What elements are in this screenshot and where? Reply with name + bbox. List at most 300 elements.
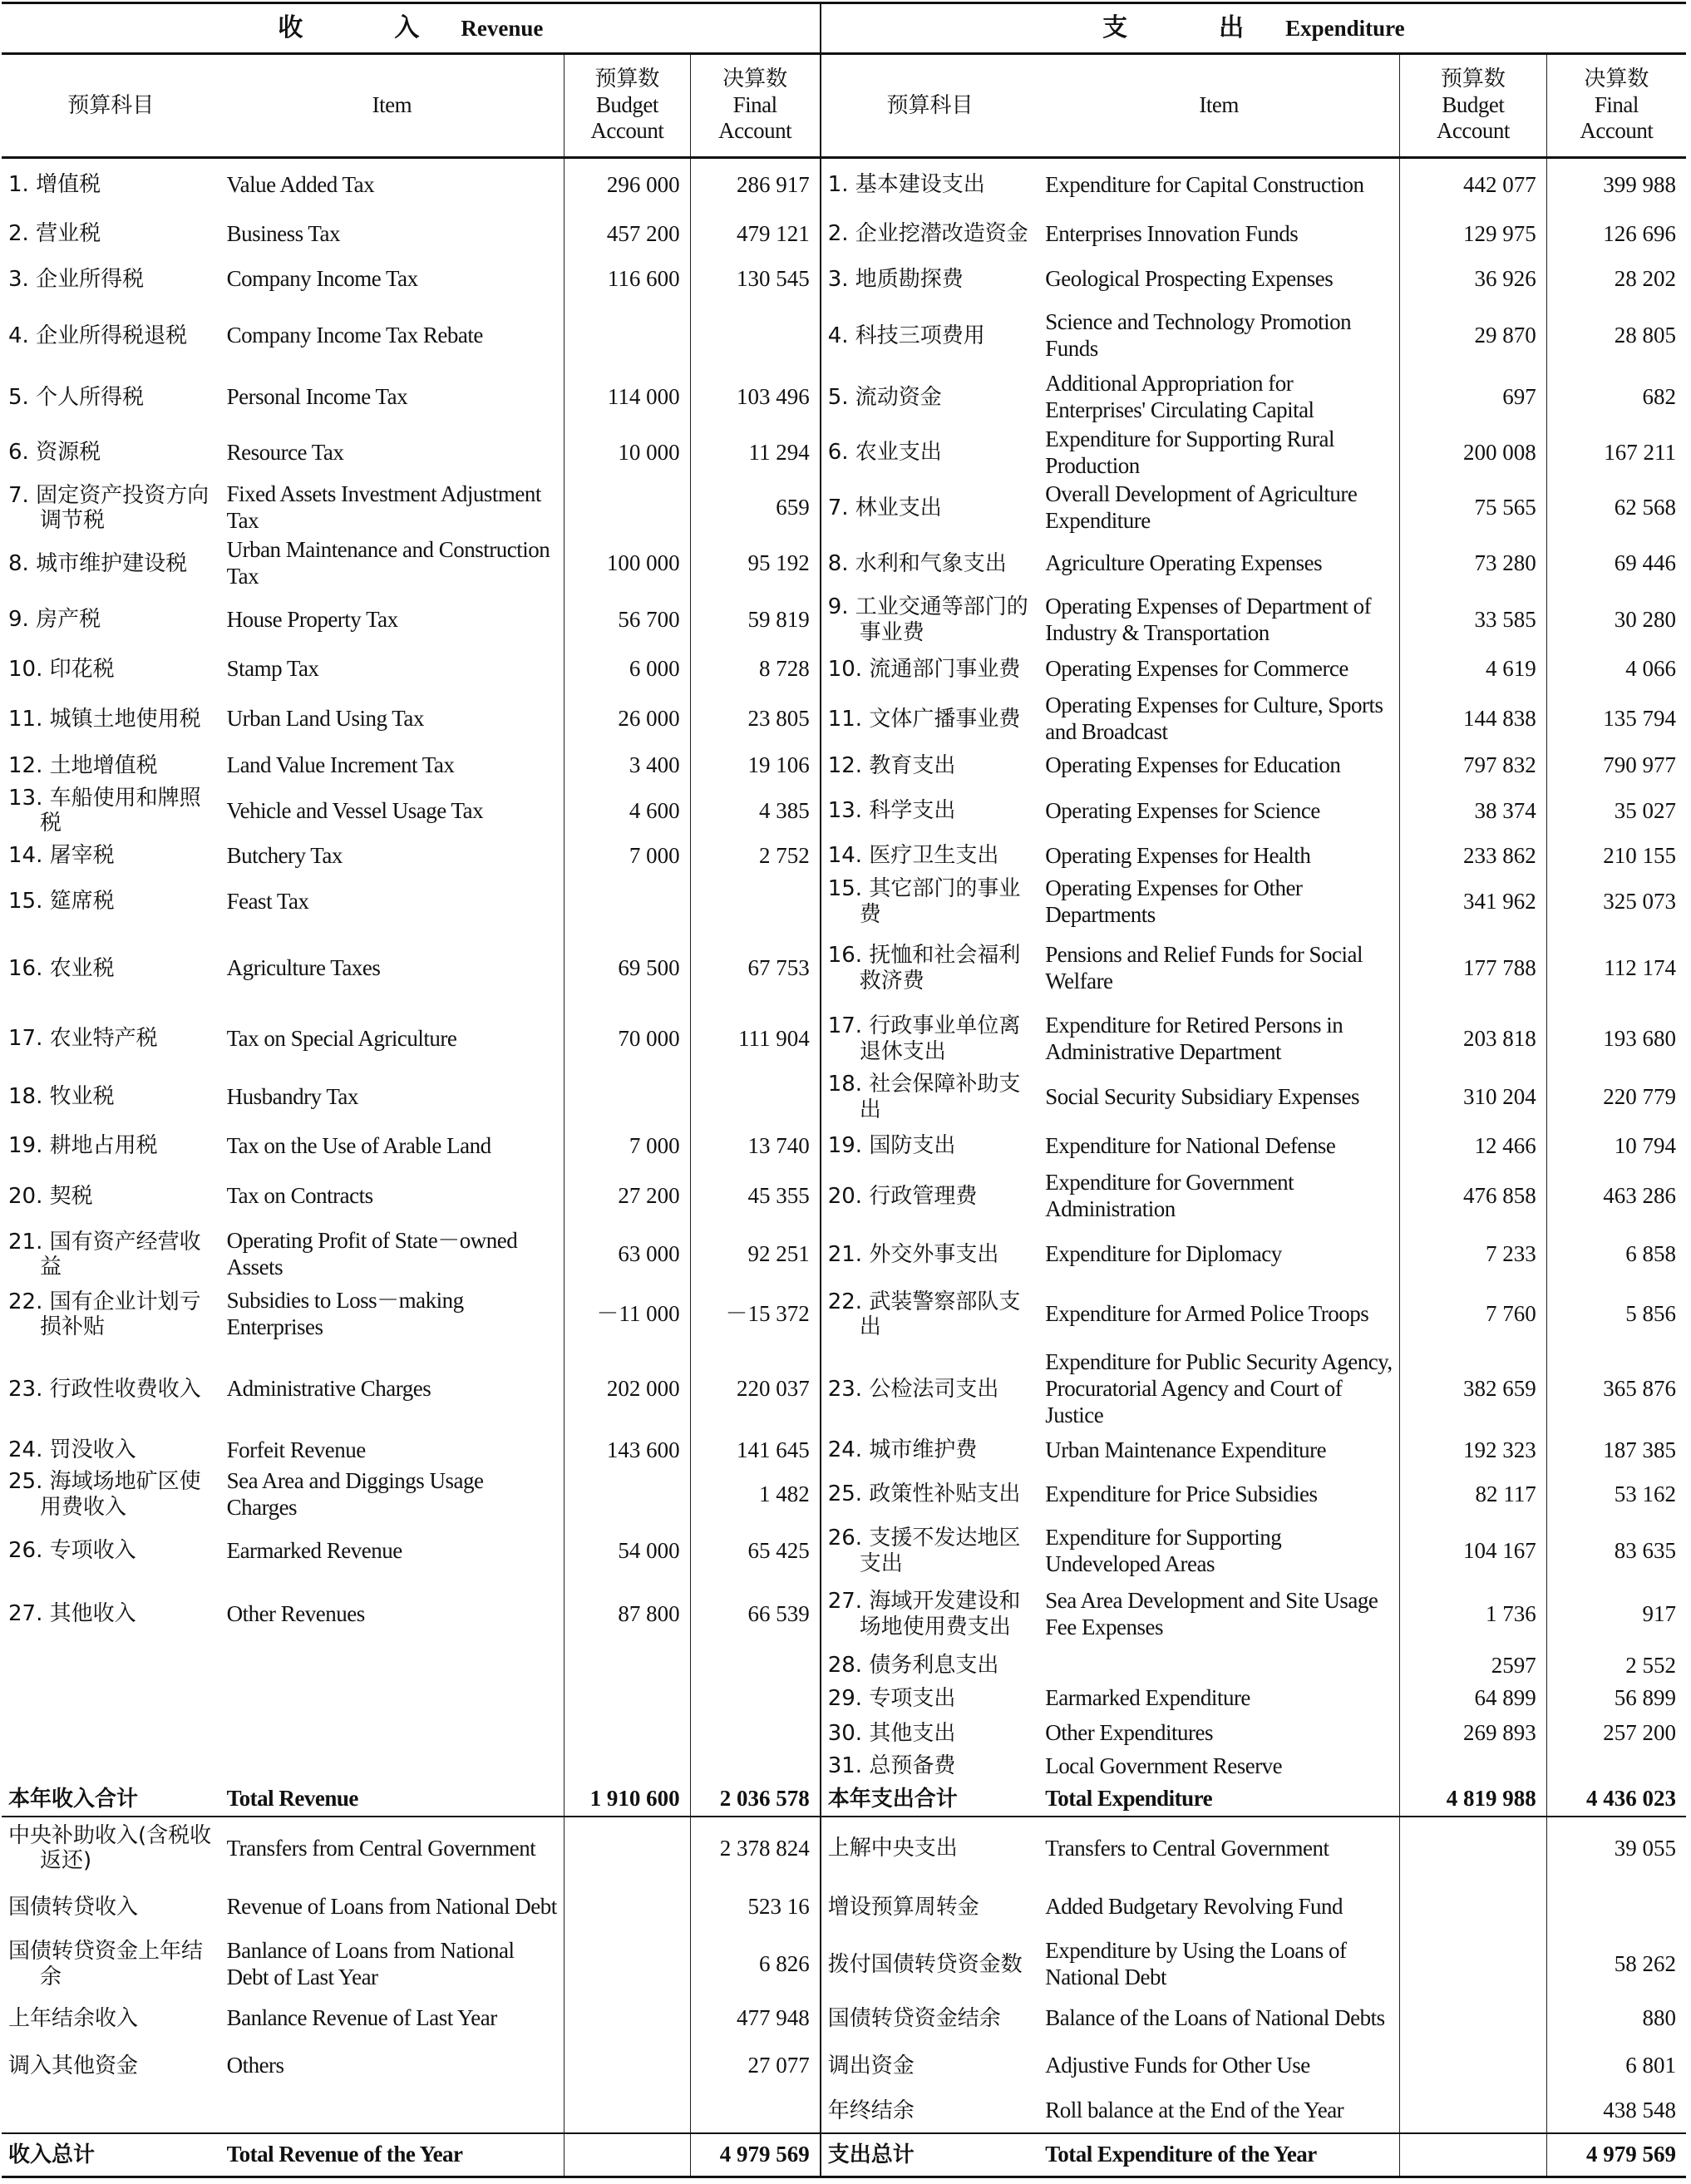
col-final-en2: Account bbox=[718, 117, 792, 143]
revenue-budget: 296 000 bbox=[564, 158, 690, 212]
revenue-item-en: Husbandry Tax bbox=[226, 1083, 358, 1109]
revenue-budget: －11 000 bbox=[564, 1285, 690, 1344]
revenue-item-en: Operating Profit of State－owned Assets bbox=[226, 1228, 518, 1280]
revenue-item-en: Tax on Contracts bbox=[226, 1183, 373, 1209]
table-row bbox=[2, 257, 1686, 302]
revenue-subject-zh: 5. 个人所得税 bbox=[8, 384, 145, 410]
expenditure-final: 135 794 bbox=[1546, 690, 1686, 747]
table-row bbox=[2, 1466, 1686, 1523]
extra-row bbox=[2, 1880, 1686, 1935]
col-item-en: Item bbox=[220, 53, 564, 157]
expenditure-subject-zh: 26. 支援不发达地区支出 bbox=[821, 1523, 1039, 1579]
revenue-item-en: Forfeit Revenue bbox=[226, 1437, 366, 1462]
expenditure-budget: 104 167 bbox=[1400, 1523, 1547, 1579]
revenue-budget bbox=[564, 1650, 690, 1682]
expenditure-budget: 33 585 bbox=[1400, 591, 1547, 648]
expenditure-budget bbox=[1400, 1994, 1547, 2043]
expenditure-item-en: Operating Expenses for Education bbox=[1045, 752, 1341, 778]
revenue-item-en: Business Tax bbox=[226, 220, 340, 246]
table-row bbox=[2, 370, 1686, 426]
expenditure-budget: 4 619 bbox=[1400, 648, 1547, 690]
expenditure-item-en: Roll balance at the End of the Year bbox=[1045, 2098, 1344, 2123]
revenue-final: 111 904 bbox=[690, 1008, 821, 1070]
table-row bbox=[2, 1523, 1686, 1579]
expenditure-subject-zh: 11. 文体广播事业费 bbox=[821, 690, 1039, 747]
grand-total-row bbox=[2, 2133, 1686, 2177]
expenditure-item-en: Local Government Reserve bbox=[1045, 1753, 1283, 1778]
col-final-en2-exp: Account bbox=[1580, 117, 1654, 143]
expenditure-final: 112 174 bbox=[1546, 929, 1686, 1008]
col-final-exp bbox=[1546, 53, 1686, 157]
revenue-subject-zh: 3. 企业所得税 bbox=[8, 266, 145, 292]
expenditure-item-en: Adjustive Funds for Other Use bbox=[1045, 2053, 1310, 2078]
table-row bbox=[2, 1681, 1686, 1716]
revenue-subject-zh: 23. 行政性收费收入 bbox=[8, 1376, 201, 1402]
expenditure-final: 28 202 bbox=[1546, 257, 1686, 302]
expenditure-item-en: Agriculture Operating Expenses bbox=[1045, 550, 1323, 575]
table-row bbox=[2, 1650, 1686, 1682]
table-row bbox=[2, 784, 1686, 837]
expenditure-subject-zh: 24. 城市维护费 bbox=[821, 1435, 1039, 1467]
expenditure-budget: 129 975 bbox=[1400, 211, 1547, 256]
expenditure-subject-zh: 29. 专项支出 bbox=[821, 1681, 1039, 1716]
expenditure-budget: 310 204 bbox=[1400, 1070, 1547, 1123]
expenditure-final: 30 280 bbox=[1546, 591, 1686, 648]
revenue-budget bbox=[564, 1880, 690, 1935]
expenditure-item-en: Other Expenditures bbox=[1045, 1720, 1213, 1746]
revenue-final: 220 037 bbox=[690, 1344, 821, 1435]
revenue-final: 66 539 bbox=[690, 1579, 821, 1650]
revenue-final: 8 728 bbox=[690, 648, 821, 690]
expenditure-item-en: Expenditure for Diplomacy bbox=[1045, 1241, 1282, 1267]
revenue-subject-zh bbox=[2, 1650, 220, 1682]
revenue-subject-zh: 1. 增值税 bbox=[8, 172, 101, 198]
revenue-item-en: Resource Tax bbox=[226, 439, 344, 465]
revenue-budget bbox=[564, 874, 690, 929]
revenue-final: 1 482 bbox=[690, 1466, 821, 1523]
expenditure-final: 438 548 bbox=[1546, 2090, 1686, 2133]
revenue-final: 67 753 bbox=[690, 929, 821, 1008]
revenue-budget bbox=[564, 1070, 690, 1123]
revenue-subject-zh: 14. 屠宰税 bbox=[8, 843, 115, 869]
expenditure-final: 790 977 bbox=[1546, 747, 1686, 784]
revenue-item-en: House Property Tax bbox=[226, 606, 398, 632]
revenue-subject-zh: 26. 专项收入 bbox=[8, 1538, 136, 1564]
extra-row bbox=[2, 1935, 1686, 1994]
expenditure-item-en: Expenditure by Using the Loans of National Debt bbox=[1045, 1938, 1347, 1990]
revenue-budget: 3 400 bbox=[564, 747, 690, 784]
expenditure-final: 257 200 bbox=[1546, 1716, 1686, 1751]
revenue-subject-zh bbox=[2, 1681, 220, 1716]
revenue-final: 103 496 bbox=[690, 370, 821, 426]
table-row bbox=[2, 211, 1686, 256]
expenditure-subject-zh: 13. 科学支出 bbox=[821, 784, 1039, 837]
expenditure-final: 5 856 bbox=[1546, 1285, 1686, 1344]
table-row bbox=[2, 536, 1686, 592]
expenditure-final: 463 286 bbox=[1546, 1169, 1686, 1225]
revenue-item-en: Banlance of Loans from National Debt of Last Year bbox=[226, 1938, 515, 1990]
expenditure-final: 880 bbox=[1546, 1994, 1686, 2043]
revenue-item-en: Transfers from Central Government bbox=[220, 1817, 564, 1879]
revenue-subject-zh: 13. 车船使用和牌照税 bbox=[8, 785, 201, 836]
expenditure-subject-zh: 20. 行政管理费 bbox=[821, 1169, 1039, 1225]
expenditure-final: 187 385 bbox=[1546, 1435, 1686, 1467]
expenditure-item-en: Overall Development of Agriculture Expenditure bbox=[1045, 481, 1358, 534]
expenditure-subject-zh: 22. 武装警察部队支出 bbox=[821, 1285, 1039, 1344]
expenditure-final: 58 262 bbox=[1546, 1935, 1686, 1994]
expenditure-final: 69 446 bbox=[1546, 536, 1686, 592]
revenue-item-en: Tax on the Use of Arable Land bbox=[226, 1132, 491, 1158]
revenue-final: 2 752 bbox=[690, 838, 821, 875]
table-row bbox=[2, 1716, 1686, 1751]
expenditure-item-en: Expenditure for Armed Police Troops bbox=[1045, 1301, 1369, 1327]
expenditure-item-en: Operating Expenses for Science bbox=[1045, 797, 1320, 823]
expenditure-final: 193 680 bbox=[1546, 1008, 1686, 1070]
revenue-budget: 116 600 bbox=[564, 257, 690, 302]
extra-row bbox=[2, 2090, 1686, 2133]
revenue-final bbox=[690, 1070, 821, 1123]
expenditure-budget: 382 659 bbox=[1400, 1344, 1547, 1435]
expenditure-budget: 233 862 bbox=[1400, 838, 1547, 875]
expenditure-item-en: Expenditure for Capital Construction bbox=[1045, 171, 1364, 197]
revenue-budget bbox=[564, 1817, 690, 1879]
expenditure-item-en: Operating Expenses for Health bbox=[1045, 842, 1311, 868]
extra-row bbox=[2, 1817, 1686, 1879]
expenditure-final: 28 805 bbox=[1546, 302, 1686, 370]
expenditure-budget: 192 323 bbox=[1400, 1435, 1547, 1467]
revenue-item-en: Stamp Tax bbox=[226, 656, 319, 682]
revenue-final bbox=[690, 1716, 821, 1751]
expenditure-item-en: Science and Technology Promotion Funds bbox=[1045, 309, 1352, 361]
revenue-budget: 63 000 bbox=[564, 1225, 690, 1285]
revenue-final: 13 740 bbox=[690, 1124, 821, 1169]
expenditure-budget: 12 466 bbox=[1400, 1124, 1547, 1169]
revenue-final: 27 077 bbox=[690, 2043, 821, 2089]
revenue-item-en: Tax on Special Agriculture bbox=[226, 1025, 457, 1051]
revenue-final: 11 294 bbox=[690, 425, 821, 481]
col-budget-zh: 预算数 bbox=[594, 66, 660, 91]
expenditure-final: 39 055 bbox=[1546, 1817, 1686, 1879]
revenue-item-en bbox=[220, 1716, 564, 1751]
table-row bbox=[2, 1169, 1686, 1225]
revenue-item-en: Company Income Tax bbox=[226, 266, 418, 292]
revenue-budget bbox=[564, 1466, 690, 1523]
revenue-budget: 114 000 bbox=[564, 370, 690, 426]
revenue-item-en: Total Revenue of the Year bbox=[220, 2133, 564, 2177]
revenue-item-en: Feast Tax bbox=[226, 888, 309, 914]
section-header-row bbox=[2, 3, 1686, 54]
extra-row bbox=[2, 2043, 1686, 2089]
expenditure-final bbox=[1546, 1880, 1686, 1935]
expenditure-final: 53 162 bbox=[1546, 1466, 1686, 1523]
expenditure-subject-zh: 10. 流通部门事业费 bbox=[821, 648, 1039, 690]
expenditure-subject-zh: 21. 外交外事支出 bbox=[821, 1225, 1039, 1285]
revenue-subject-zh: 20. 契税 bbox=[8, 1183, 93, 1209]
revenue-item-en: Personal Income Tax bbox=[226, 384, 408, 410]
revenue-subject-zh: 2. 营业税 bbox=[8, 221, 101, 247]
revenue-item-en: Company Income Tax Rebate bbox=[226, 323, 483, 348]
revenue-subject-zh: 本年收入合计 bbox=[8, 1786, 139, 1812]
revenue-budget: 4 600 bbox=[564, 784, 690, 837]
expenditure-item-en: Urban Maintenance Expenditure bbox=[1045, 1437, 1327, 1462]
table-row bbox=[2, 1225, 1686, 1285]
expenditure-subject-zh: 27. 海域开发建设和场地使用费支出 bbox=[821, 1579, 1039, 1650]
expenditure-header-zh: 支 出 bbox=[1102, 13, 1278, 43]
revenue-subject-zh bbox=[2, 1751, 220, 1782]
revenue-final: 45 355 bbox=[690, 1169, 821, 1225]
column-header-row bbox=[2, 53, 1686, 157]
revenue-subject-zh: 国债转贷收入 bbox=[8, 1894, 139, 1920]
revenue-subject-zh: 收入总计 bbox=[2, 2133, 220, 2177]
revenue-item-en: Others bbox=[226, 2053, 284, 2078]
expenditure-final: 365 876 bbox=[1546, 1344, 1686, 1435]
total-row bbox=[2, 1782, 1686, 1817]
revenue-final: 2 378 824 bbox=[690, 1817, 821, 1879]
revenue-subject-zh: 调入其他资金 bbox=[8, 2053, 139, 2079]
table-row bbox=[2, 648, 1686, 690]
expenditure-subject-zh: 12. 教育支出 bbox=[821, 747, 1039, 784]
expenditure-item-en: Expenditure for National Defense bbox=[1045, 1132, 1336, 1158]
revenue-item-en: Subsidies to Loss－making Enterprises bbox=[226, 1288, 464, 1340]
expenditure-budget bbox=[1400, 1817, 1547, 1879]
expenditure-final: 220 779 bbox=[1546, 1070, 1686, 1123]
revenue-item-en bbox=[220, 2090, 564, 2133]
revenue-header-en: Revenue bbox=[461, 16, 544, 42]
expenditure-budget: 29 870 bbox=[1400, 302, 1547, 370]
table-row bbox=[2, 838, 1686, 875]
expenditure-final: 167 211 bbox=[1546, 425, 1686, 481]
revenue-budget: 7 000 bbox=[564, 838, 690, 875]
revenue-final: 2 036 578 bbox=[690, 1782, 821, 1817]
revenue-budget bbox=[564, 481, 690, 536]
revenue-item-en bbox=[220, 1650, 564, 1682]
revenue-budget: 27 200 bbox=[564, 1169, 690, 1225]
expenditure-budget: 82 117 bbox=[1400, 1466, 1547, 1523]
table-row bbox=[2, 425, 1686, 481]
revenue-item-en: Urban Land Using Tax bbox=[226, 706, 424, 732]
revenue-budget: 70 000 bbox=[564, 1008, 690, 1070]
revenue-budget: 457 200 bbox=[564, 211, 690, 256]
expenditure-final: 2 552 bbox=[1546, 1650, 1686, 1682]
expenditure-header bbox=[821, 3, 1686, 54]
table-row bbox=[2, 1008, 1686, 1070]
expenditure-budget: 203 818 bbox=[1400, 1008, 1547, 1070]
revenue-subject-zh: 25. 海域场地矿区使用费收入 bbox=[8, 1469, 201, 1520]
expenditure-subject-zh: 30. 其他支出 bbox=[821, 1716, 1039, 1751]
expenditure-subject-zh: 3. 地质勘探费 bbox=[821, 257, 1039, 302]
table-row bbox=[2, 690, 1686, 747]
expenditure-budget: 797 832 bbox=[1400, 747, 1547, 784]
revenue-budget bbox=[564, 2133, 690, 2177]
expenditure-item-en: Pensions and Relief Funds for Social Welfare bbox=[1045, 942, 1363, 994]
revenue-item-en: Administrative Charges bbox=[226, 1376, 431, 1402]
expenditure-item-en: Earmarked Expenditure bbox=[1045, 1685, 1250, 1711]
revenue-final: 65 425 bbox=[690, 1523, 821, 1579]
expenditure-budget: 177 788 bbox=[1400, 929, 1547, 1008]
revenue-final bbox=[690, 1751, 821, 1782]
expenditure-subject-zh: 本年支出合计 bbox=[821, 1782, 1039, 1817]
revenue-final: 19 106 bbox=[690, 747, 821, 784]
revenue-budget bbox=[564, 302, 690, 370]
expenditure-budget: 7 233 bbox=[1400, 1225, 1547, 1285]
revenue-final: 477 948 bbox=[690, 1994, 821, 2043]
revenue-subject-zh: 中央补助收入(含税收返还) bbox=[2, 1817, 220, 1879]
expenditure-item-en: Sea Area Development and Site Usage Fee Expenses bbox=[1045, 1587, 1378, 1639]
revenue-final bbox=[690, 1650, 821, 1682]
expenditure-budget: 38 374 bbox=[1400, 784, 1547, 837]
expenditure-subject-zh: 6. 农业支出 bbox=[821, 425, 1039, 481]
revenue-item-en: Urban Maintenance and Construction Tax bbox=[226, 537, 550, 589]
expenditure-subject-zh: 1. 基本建设支出 bbox=[821, 158, 1039, 212]
revenue-budget bbox=[564, 2090, 690, 2133]
revenue-final bbox=[690, 302, 821, 370]
table-row bbox=[2, 1751, 1686, 1782]
table-row bbox=[2, 874, 1686, 929]
expenditure-budget: 476 858 bbox=[1400, 1169, 1547, 1225]
revenue-subject-zh: 22. 国有企业计划亏损补贴 bbox=[8, 1289, 201, 1340]
table-row bbox=[2, 929, 1686, 1008]
revenue-subject-zh: 7. 固定资产投资方向调节税 bbox=[8, 482, 210, 534]
table-row bbox=[2, 158, 1686, 212]
expenditure-subject-zh: 年终结余 bbox=[821, 2090, 1039, 2133]
revenue-final: －15 372 bbox=[690, 1285, 821, 1344]
revenue-budget bbox=[564, 1935, 690, 1994]
revenue-budget bbox=[564, 1681, 690, 1716]
expenditure-budget: 36 926 bbox=[1400, 257, 1547, 302]
col-final-zh: 决算数 bbox=[722, 66, 788, 91]
col-budget-en1: Budget bbox=[595, 91, 658, 117]
expenditure-subject-zh: 调出资金 bbox=[821, 2043, 1039, 2089]
expenditure-budget: 269 893 bbox=[1400, 1716, 1547, 1751]
expenditure-subject-zh: 9. 工业交通等部门的事业费 bbox=[821, 591, 1039, 648]
revenue-final bbox=[690, 2090, 821, 2133]
revenue-subject-zh: 8. 城市维护建设税 bbox=[8, 550, 188, 576]
expenditure-final: 682 bbox=[1546, 370, 1686, 426]
expenditure-subject-zh: 拨付国债转贷资金数 bbox=[821, 1935, 1039, 1994]
expenditure-subject-zh: 28. 债务利息支出 bbox=[821, 1650, 1039, 1682]
expenditure-subject-zh: 15. 其它部门的事业费 bbox=[821, 874, 1039, 929]
revenue-budget: 1 910 600 bbox=[564, 1782, 690, 1817]
expenditure-subject-zh: 增设预算周转金 bbox=[821, 1880, 1039, 1935]
expenditure-subject-zh: 4. 科技三项费用 bbox=[821, 302, 1039, 370]
expenditure-item-en: Additional Appropriation for Enterprises' Circulating Capital bbox=[1045, 371, 1314, 423]
revenue-final: 659 bbox=[690, 481, 821, 536]
table-row bbox=[2, 1579, 1686, 1650]
revenue-item-en: Earmarked Revenue bbox=[226, 1537, 402, 1563]
revenue-subject-zh: 17. 农业特产税 bbox=[8, 1026, 158, 1052]
revenue-budget: 54 000 bbox=[564, 1523, 690, 1579]
revenue-final: 6 826 bbox=[690, 1935, 821, 1994]
expenditure-item-en: Social Security Subsidiary Expenses bbox=[1045, 1083, 1359, 1109]
expenditure-item-en: Added Budgetary Revolving Fund bbox=[1045, 1894, 1343, 1920]
expenditure-item-en: Expenditure for Supporting Undeveloped Areas bbox=[1045, 1524, 1282, 1576]
revenue-budget: 10 000 bbox=[564, 425, 690, 481]
expenditure-subject-zh: 上解中央支出 bbox=[821, 1817, 1039, 1879]
expenditure-final: 4 436 023 bbox=[1546, 1782, 1686, 1817]
revenue-subject-zh: 11. 城镇土地使用税 bbox=[8, 706, 201, 732]
expenditure-item-en: Operating Expenses for Commerce bbox=[1045, 656, 1348, 682]
revenue-final: 286 917 bbox=[690, 158, 821, 212]
expenditure-final: 917 bbox=[1546, 1579, 1686, 1650]
expenditure-item-en: Total Expenditure bbox=[1045, 1786, 1213, 1811]
expenditure-final bbox=[1546, 1751, 1686, 1782]
expenditure-budget: 64 899 bbox=[1400, 1681, 1547, 1716]
col-budget-exp bbox=[1400, 53, 1547, 157]
revenue-final: 130 545 bbox=[690, 257, 821, 302]
revenue-subject-zh bbox=[2, 1716, 220, 1751]
revenue-item-en: Total Revenue bbox=[226, 1786, 358, 1811]
revenue-item-en bbox=[220, 1751, 564, 1782]
revenue-item-en: Revenue of Loans from National Debt bbox=[226, 1894, 557, 1920]
expenditure-item-en: Operating Expenses for Culture, Sports and Broadcast bbox=[1045, 693, 1383, 744]
revenue-item-en: Vehicle and Vessel Usage Tax bbox=[226, 797, 484, 823]
revenue-subject-zh: 15. 筵席税 bbox=[8, 889, 115, 915]
expenditure-subject-zh: 5. 流动资金 bbox=[821, 370, 1039, 426]
revenue-item-en: Butchery Tax bbox=[226, 842, 343, 868]
revenue-subject-zh: 16. 农业税 bbox=[8, 955, 115, 981]
expenditure-subject-zh: 23. 公检法司支出 bbox=[821, 1344, 1039, 1435]
expenditure-item-en: Expenditure for Retired Persons in Administrative Department bbox=[1045, 1012, 1343, 1064]
expenditure-subject-zh: 2. 企业挖潜改造资金 bbox=[821, 211, 1039, 256]
expenditure-budget: 75 565 bbox=[1400, 481, 1547, 536]
revenue-budget bbox=[564, 1716, 690, 1751]
expenditure-final: 6 801 bbox=[1546, 2043, 1686, 2089]
revenue-item-en bbox=[220, 1681, 564, 1716]
expenditure-budget: 144 838 bbox=[1400, 690, 1547, 747]
expenditure-budget: 341 962 bbox=[1400, 874, 1547, 929]
expenditure-item-en: Expenditure for Price Subsidies bbox=[1045, 1481, 1318, 1506]
revenue-final: 479 121 bbox=[690, 211, 821, 256]
revenue-final: 92 251 bbox=[690, 1225, 821, 1285]
table-row bbox=[2, 591, 1686, 648]
expenditure-final: 210 155 bbox=[1546, 838, 1686, 875]
table-row bbox=[2, 1344, 1686, 1435]
col-final-en1: Final bbox=[732, 91, 777, 117]
revenue-item-en: Agriculture Taxes bbox=[226, 955, 381, 981]
revenue-budget: 202 000 bbox=[564, 1344, 690, 1435]
col-subject-zh: 预算科目 bbox=[2, 53, 220, 157]
expenditure-item-en: Total Expenditure of the Year bbox=[1038, 2133, 1399, 2177]
col-budget-zh-exp: 预算数 bbox=[1440, 66, 1506, 91]
expenditure-item-en: Transfers to Central Government bbox=[1038, 1817, 1399, 1879]
revenue-final: 23 805 bbox=[690, 690, 821, 747]
expenditure-subject-zh: 16. 抚恤和社会福利救济费 bbox=[821, 929, 1039, 1008]
col-budget-en2-exp: Account bbox=[1436, 117, 1510, 143]
expenditure-item-en: Operating Expenses for Other Departments bbox=[1045, 875, 1303, 927]
revenue-budget bbox=[564, 1751, 690, 1782]
expenditure-final: 325 073 bbox=[1546, 874, 1686, 929]
expenditure-budget bbox=[1400, 1751, 1547, 1782]
revenue-item-en: Fixed Assets Investment Adjustment Tax bbox=[226, 481, 541, 534]
revenue-item-en: Land Value Increment Tax bbox=[226, 752, 455, 778]
col-budget-en1-exp: Budget bbox=[1442, 91, 1505, 117]
col-final-zh-exp: 决算数 bbox=[1584, 66, 1649, 91]
expenditure-budget: 442 077 bbox=[1400, 158, 1547, 212]
revenue-budget: 87 800 bbox=[564, 1579, 690, 1650]
expenditure-subject-zh: 25. 政策性补贴支出 bbox=[821, 1466, 1039, 1523]
revenue-final bbox=[690, 1681, 821, 1716]
expenditure-subject-zh: 17. 行政事业单位离退休支出 bbox=[821, 1008, 1039, 1070]
col-final bbox=[690, 53, 821, 157]
revenue-subject-zh: 18. 牧业税 bbox=[8, 1084, 115, 1110]
revenue-item-en: Value Added Tax bbox=[226, 171, 375, 197]
revenue-final: 141 645 bbox=[690, 1435, 821, 1467]
revenue-subject-zh: 12. 土地增值税 bbox=[8, 753, 158, 779]
revenue-budget: 143 600 bbox=[564, 1435, 690, 1467]
expenditure-item-en: Expenditure for Government Administration bbox=[1045, 1170, 1294, 1222]
expenditure-budget: 73 280 bbox=[1400, 536, 1547, 592]
expenditure-final: 62 568 bbox=[1546, 481, 1686, 536]
